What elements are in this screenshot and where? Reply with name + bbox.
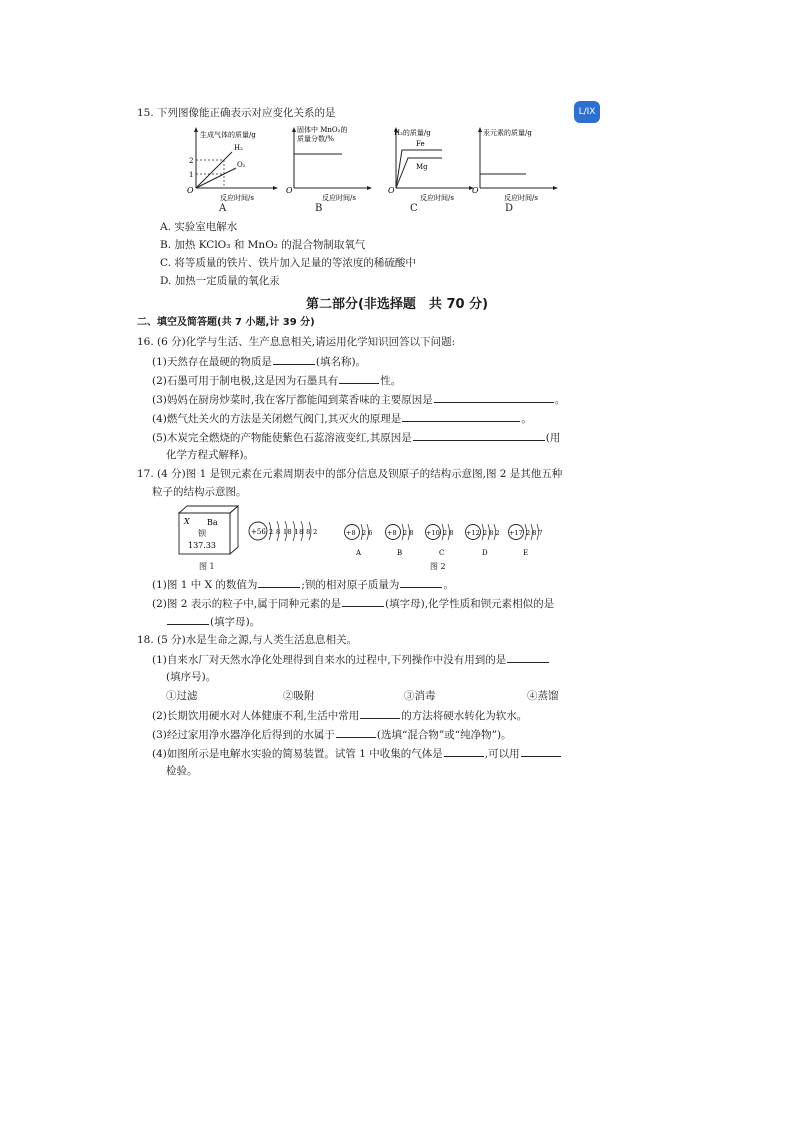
q16-sub2-text: (2)石墨可用于制电极,这是因为石墨具有 (152, 375, 339, 387)
particle-a-letter: A (356, 549, 362, 557)
graph-a-letter: A (219, 203, 227, 214)
q18-sub2-suffix: 的方法将硬水转化为软水。 (401, 710, 528, 722)
q18-sub3 (152, 727, 512, 742)
q18-sub2-text: (2)长期饮用硬水对人体健康不利,生活中常用 (152, 710, 360, 722)
graph-a-h2-line (196, 152, 232, 188)
q17-sub1-suffix: 。 (443, 579, 454, 591)
section-heading: 二、填空及简答题(共 7 小题,计 39 分) (137, 317, 315, 328)
particle-e-letter: E (523, 549, 529, 557)
particle-b-nucleus: +8 (387, 529, 397, 537)
particle-c-shells: 2 8 (443, 529, 454, 537)
q18-sub1-text: (1)自来水厂对天然水净化处理得到自来水的过程中,下列操作中没有用到的是 (152, 654, 507, 666)
q17-blank4[interactable] (167, 614, 209, 625)
q17-sub1 (152, 577, 454, 592)
graph-a-origin: O (187, 186, 194, 195)
q18-sub4-cont: 检验。 (166, 765, 198, 777)
q16-blank3[interactable] (434, 392, 554, 403)
q17-sub2-mid: (填字母),化学性质和钡元素相似的是 (385, 598, 555, 610)
element-cell (178, 505, 244, 555)
q16-sub3-text: (3)妈妈在厨房炒菜时,我在客厅都能闻到菜香味的主要原因是 (152, 394, 433, 406)
particle-c-letter: C (439, 549, 445, 557)
particle-e-shells: 2 8 7 (526, 529, 543, 537)
q18-sub4-mid: ,可以用 (484, 748, 520, 760)
q16-sub1-suffix: (填名称)。 (315, 356, 367, 368)
particle-b-letter: B (397, 549, 403, 557)
graph-c-ylabel: H₂的质量/g (394, 129, 431, 137)
particle-a-nucleus: +8 (346, 529, 356, 537)
q16-stem: 16. (6 分)化学与生活、生产息息相关,请运用化学知识回答以下问题: (137, 336, 456, 348)
q16-blank2[interactable] (339, 373, 379, 384)
particle-a-shells: 2 6 (362, 529, 373, 537)
q18-sub4 (152, 746, 562, 761)
q18-blank3[interactable] (336, 727, 376, 738)
graph-c-xlabel: 反应时间/s (420, 194, 454, 202)
graph-c-line1-label: Fe (416, 140, 425, 148)
graph-b-origin: O (286, 186, 293, 195)
graph-a-tick-1: 1 (189, 171, 194, 179)
graph-d-letter: D (505, 203, 514, 214)
graph-a-tick-2: 2 (189, 157, 194, 165)
graph-c (386, 124, 476, 206)
graph-c-origin: O (388, 186, 395, 195)
graph-b (284, 124, 374, 206)
particles-figure (342, 519, 557, 559)
q16-sub5-cont: 化学方程式解释)。 (166, 449, 255, 461)
q18-stem: 18. (5 分)水是生命之源,与人类生活息息相关。 (137, 634, 358, 646)
particle-d-nucleus: +12 (466, 529, 480, 537)
q18-choice-1: ①过滤 (166, 690, 198, 702)
graph-a-ylabel: 生成气体的质量/g (200, 131, 256, 139)
q16-sub5 (152, 430, 560, 445)
q17-sub2-suffix: (填字母)。 (210, 616, 261, 628)
q17-sub1-mid: ;钡的相对原子质量为 (301, 579, 400, 591)
fig2-caption: 图 2 (430, 562, 446, 571)
q18-choice-2: ②吸附 (283, 690, 315, 702)
q16-sub5-suffix: (用 (545, 432, 561, 444)
q17-blank3[interactable] (342, 596, 384, 607)
particle-d-letter: D (482, 549, 488, 557)
part2-title: 第二部分(非选择题 共 70 分) (305, 297, 489, 312)
barium-shells: 2 8 18 18 8 2 (269, 528, 318, 536)
app-badge-icon[interactable]: L/IX (574, 101, 600, 123)
q16-sub3-suffix: 。 (554, 394, 566, 406)
graph-d-origin: O (472, 186, 479, 195)
element-cell-name: 钡 (198, 529, 206, 538)
q15-option-c: C. 将等质量的铁片、铁片加入足量的等浓度的稀硫酸中 (160, 257, 416, 269)
graph-b-xlabel: 反应时间/s (322, 194, 356, 202)
q16-sub4-text: (4)燃气灶关火的方法是关闭燃气阀门,其灭火的原理是 (152, 413, 402, 425)
q17-stem-2: 粒子的结构示意图。 (152, 486, 247, 498)
graph-b-ylabel-1: 固体中 MnO₂的 (297, 126, 348, 134)
graph-c-letter: C (410, 203, 418, 214)
graph-a (180, 124, 280, 206)
q16-sub4 (152, 411, 532, 426)
particle-d (466, 524, 500, 557)
q17-stem-1: 17. (4 分)图 1 是钡元素在元素周期表中的部分信息及钡原子的结构示意图,图 2 是其他五种 (137, 468, 563, 480)
q16-sub4-suffix: 。 (521, 413, 532, 425)
particle-b-shells: 2 8 (403, 529, 414, 537)
graph-a-line2-label: O₂ (237, 161, 246, 169)
q18-sub3-text: (3)经过家用净水器净化后得到的水属于 (152, 729, 335, 741)
q18-choice-4: ④蒸馏 (527, 690, 559, 702)
graph-a-o2-line (196, 168, 236, 188)
q18-blank4[interactable] (444, 746, 484, 757)
q16-blank1[interactable] (273, 354, 315, 365)
q17-sub1-text: (1)图 1 中 X 的数值为 (152, 579, 258, 591)
q16-blank5[interactable] (413, 430, 545, 441)
q16-sub2-suffix: 性。 (380, 375, 402, 387)
q18-choice-3: ③消毒 (404, 690, 436, 702)
q16-sub1 (152, 354, 366, 369)
q17-sub2 (152, 596, 554, 611)
particle-e (509, 524, 543, 557)
q18-blank2[interactable] (360, 708, 400, 719)
particle-a (345, 524, 373, 557)
element-cell-x: X (184, 517, 190, 526)
q18-blank5[interactable] (521, 746, 561, 757)
q16-sub2 (152, 373, 401, 388)
barium-nucleus: +56 (251, 528, 266, 536)
q15-option-b: B. 加热 KClO₃ 和 MnO₂ 的混合物制取氧气 (160, 239, 366, 251)
particle-e-nucleus: +17 (509, 529, 523, 537)
q15-option-d: D. 加热一定质量的氧化汞 (160, 275, 280, 287)
particle-c-nucleus: +10 (426, 529, 440, 537)
q15-option-a: A. 实验室电解水 (160, 221, 238, 233)
q15-stem: 15. 下列图像能正确表示对应变化关系的是 (137, 107, 336, 119)
graph-b-letter: B (315, 203, 323, 214)
graph-b-ylabel-2: 质量分数/% (297, 135, 335, 143)
q17-blank1[interactable] (258, 577, 300, 588)
q16-sub1-text: (1)天然存在最硬的物质是 (152, 356, 272, 368)
graph-d (470, 124, 560, 206)
q17-sub2-cont (166, 614, 260, 629)
q18-sub1-cont: (填序号)。 (166, 671, 217, 683)
q18-sub4-text: (4)如图所示是电解水实验的简易装置。试管 1 中收集的气体是 (152, 748, 443, 760)
q17-blank2[interactable] (400, 577, 442, 588)
element-cell-symbol: Ba (207, 518, 218, 527)
q18-sub1 (152, 652, 550, 667)
graph-a-xlabel: 反应时间/s (220, 194, 254, 202)
barium-atom-diagram (247, 517, 319, 547)
particle-d-shells: 2 8 2 (483, 529, 500, 537)
q18-blank1[interactable] (507, 652, 549, 663)
q16-sub5-text: (5)木炭完全燃烧的产物能使紫色石蕊溶液变红,其原因是 (152, 432, 412, 444)
graph-c-line2-label: Mg (416, 163, 428, 171)
q17-sub2-text: (2)图 2 表示的粒子中,属于同种元素的是 (152, 598, 342, 610)
element-cell-mass: 137.33 (188, 541, 216, 550)
fig1-caption: 图 1 (199, 562, 215, 571)
q16-sub3 (152, 392, 565, 407)
particle-c (426, 524, 454, 557)
particle-b (386, 524, 414, 557)
q18-sub3-suffix: (选填“混合物”或“纯净物”)。 (376, 729, 512, 741)
graph-d-ylabel: 汞元素的质量/g (483, 129, 532, 137)
q16-blank4[interactable] (402, 411, 520, 422)
q18-sub2 (152, 708, 527, 723)
graph-a-line1-label: H₂ (234, 144, 243, 152)
graph-d-xlabel: 反应时间/s (504, 194, 538, 202)
